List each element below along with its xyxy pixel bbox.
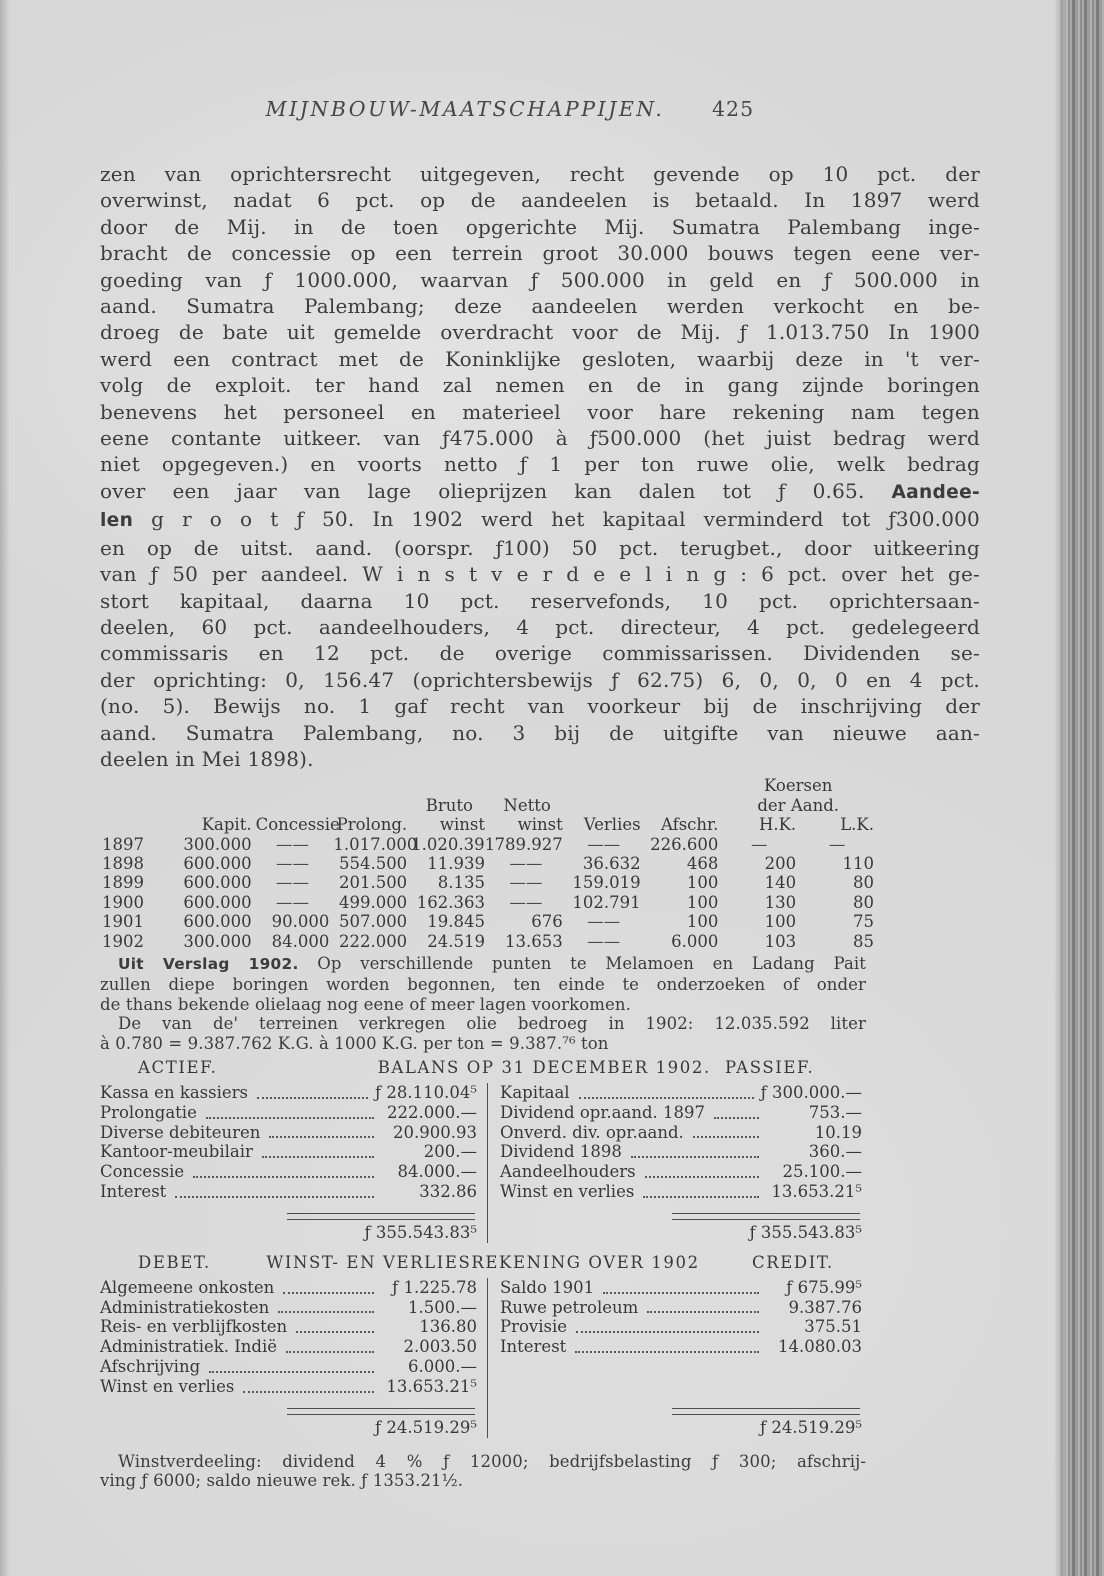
value-cell: 80: [853, 892, 874, 912]
value-cell: —: [751, 834, 768, 854]
row-label: Concessie: [100, 1162, 185, 1182]
row-amount: ƒ 675.99⁵: [786, 1277, 862, 1297]
row-label: Prolongatie: [100, 1102, 197, 1122]
balance-actief-column: [100, 1083, 488, 1243]
statement-row: [500, 1278, 862, 1298]
table-row: [100, 854, 878, 873]
year-cell: 1902: [102, 931, 144, 951]
dotted-leader: [257, 1096, 368, 1099]
table-row: [100, 873, 878, 892]
value-cell: 140: [764, 873, 797, 893]
row-amount: 84.000.—: [397, 1162, 477, 1182]
text-line: [100, 975, 866, 995]
row-amount: 9.387.76: [788, 1297, 862, 1317]
content-column: [100, 0, 980, 1491]
total-rule: [672, 1213, 860, 1220]
row-amount: 25.100.—: [782, 1162, 862, 1182]
statement-row: [100, 1337, 477, 1357]
text-segment: ving ƒ 6000; saldo nieuwe rek. ƒ 1353.21½.: [100, 1471, 464, 1491]
value-cell: ——: [509, 853, 543, 873]
profit-loss-title: WINST- EN VERLIESREKENING OVER 1902: [266, 1252, 700, 1272]
text-line: [100, 1452, 866, 1472]
table-column-header-row: [100, 815, 878, 834]
text-line: [100, 187, 980, 213]
text-line: [100, 1034, 866, 1054]
column-header-cell: Prolong.: [336, 815, 408, 835]
column-header-cell: winst: [517, 815, 563, 835]
page-title: MIJNBOUW-MAATSCHAPPIJEN.: [265, 97, 665, 121]
debet-label: DEBET.: [138, 1252, 211, 1272]
value-cell: 8.135: [437, 873, 485, 893]
year-cell: 1901: [102, 912, 144, 932]
dotted-leader: [603, 1291, 759, 1294]
row-amount: 1.500.—: [408, 1297, 477, 1317]
profit-loss-debet-column: [100, 1278, 488, 1438]
text-segment: De van de' terreinen verkregen olie bedroeg in 1902: 12.035.592 liter: [118, 1014, 866, 1034]
value-cell: 75: [853, 912, 874, 932]
text-segment: stort kapitaal, daarna 10 pct. reservefonds, 10 pct. oprichtersaan-: [100, 588, 980, 613]
row-amount: 14.080.03: [778, 1337, 862, 1357]
text-segment: der oprichting: 0, 156.47 (oprichtersbewijs ƒ 62.75) 6, 0, 0, 0 en 4 pct.: [100, 667, 980, 692]
balance-sheet-header: [100, 1058, 866, 1081]
statement-row: [500, 1317, 862, 1337]
dotted-leader: [693, 1135, 759, 1138]
value-cell: 222.000: [338, 931, 408, 951]
text-line: [100, 161, 980, 187]
row-label: Diverse debiteuren: [100, 1122, 261, 1142]
dotted-leader: [714, 1116, 759, 1119]
value-cell: 13.653: [505, 931, 563, 951]
value-cell: 100: [686, 873, 719, 893]
row-label: Aandeelhouders: [500, 1162, 636, 1182]
dotted-leader: [631, 1155, 759, 1158]
text-segment: deelen in Mei 1898).: [100, 746, 314, 771]
text-line: [100, 319, 980, 345]
debet-total: ƒ 24.519.29⁵: [375, 1417, 477, 1437]
statement-row: [100, 1357, 477, 1377]
empty-header-cell: [178, 796, 256, 815]
dotted-leader: [296, 1330, 374, 1333]
text-line: [100, 1014, 866, 1034]
row-label: Afschrijving: [100, 1356, 201, 1376]
value-cell: ——: [275, 834, 309, 854]
row-amount: 13.653.21⁵: [386, 1376, 477, 1396]
text-line: [100, 720, 980, 746]
total-rule: [287, 1408, 475, 1415]
bold-text-segment: Aandee-: [891, 481, 980, 503]
column-header-cell: winst: [439, 815, 485, 835]
row-label: Interest: [500, 1337, 567, 1357]
value-cell: 100: [764, 912, 797, 932]
value-cell: 200: [764, 853, 797, 873]
netto-header-cell: Netto: [503, 795, 551, 815]
text-line: [100, 425, 980, 451]
text-segment: zen van oprichtersrecht uitgegeven, recht gevende op 10 pct. der: [100, 162, 980, 186]
empty-header-cell: [100, 776, 722, 795]
closing-paragraph: [100, 1452, 866, 1492]
statement-row: [500, 1083, 862, 1103]
statement-row: [500, 1298, 862, 1318]
statement-row: [100, 1162, 477, 1182]
text-segment: de thans bekende olielaag nog eene of meer lagen voorkomen.: [100, 994, 631, 1014]
row-label: Provisie: [500, 1317, 568, 1337]
dotted-leader: [645, 1175, 759, 1178]
value-cell: 162.363: [416, 892, 485, 912]
statement-row: [100, 1103, 477, 1123]
value-cell: 159.019: [572, 873, 641, 893]
passief-total: ƒ 355.543.83⁵: [749, 1222, 862, 1242]
text-segment: (no. 5). Bewijs no. 1 gaf recht van voorkeur bij de inschrijving der: [100, 694, 980, 719]
total-rule: [672, 1408, 860, 1415]
text-line: [100, 588, 980, 614]
value-cell: 499.000: [338, 892, 408, 912]
column-header-cell: L.K.: [840, 815, 874, 835]
bold-text-segment: len: [100, 510, 134, 532]
main-paragraph: [100, 161, 980, 772]
value-cell: 90.000: [271, 912, 330, 932]
dotted-leader: [643, 1195, 759, 1198]
row-amount: 360.—: [808, 1142, 862, 1162]
dotted-leader: [283, 1291, 374, 1294]
value-cell: 600.000: [183, 912, 252, 932]
value-cell: 676: [531, 912, 563, 932]
year-cell: 1899: [102, 873, 144, 893]
row-label: Interest: [100, 1181, 167, 1201]
passief-label: PASSIEF.: [725, 1057, 815, 1077]
value-cell: 201.500: [338, 873, 408, 893]
statement-row: [500, 1103, 862, 1123]
text-segment: bracht de concessie op een terrein groot 30.000 bouws tegen eene ver-: [100, 241, 980, 266]
text-segment: zullen diepe boringen worden begonnen, ten einde te onderzoeken of onder: [100, 974, 866, 994]
row-label: Ruwe petroleum: [500, 1297, 639, 1317]
value-cell: 226.600: [650, 834, 719, 854]
dotted-leader: [193, 1175, 374, 1178]
value-cell: ——: [587, 834, 621, 854]
value-cell: 1.017.000: [333, 834, 418, 854]
actief-label: ACTIEF.: [138, 1057, 218, 1077]
value-cell: 300.000: [183, 834, 252, 854]
column-header-cell: Concessie: [255, 815, 340, 835]
value-cell: 100: [686, 892, 719, 912]
value-cell: 507.000: [338, 912, 408, 932]
text-segment: Op verschillende punten te Melamoen en Ladang Pait: [298, 954, 866, 973]
text-segment: eene contante uitkeer. van ƒ475.000 à ƒ500.000 (het juist bedrag werd: [100, 426, 980, 451]
table-header-row: [100, 796, 878, 815]
text-segment: over een jaar van lage olieprijzen kan dalen tot ƒ 0.65.: [100, 478, 892, 503]
text-segment: benevens het personeel en materieel voor hare rekening nam tegen: [100, 399, 980, 424]
value-cell: 110: [842, 853, 874, 873]
text-line: [100, 506, 980, 534]
profit-loss-section: [100, 1253, 866, 1438]
value-cell: ——: [275, 873, 309, 893]
text-segment: Winstverdeeling: dividend 4 % ƒ 12000; bedrijfsbelasting ƒ 300; afschrij-: [118, 1451, 866, 1471]
text-line: [100, 372, 980, 398]
verslag-paragraph: [100, 954, 866, 1054]
row-amount: 2.003.50: [403, 1337, 477, 1357]
value-cell: ——: [587, 931, 621, 951]
statement-row: [500, 1162, 862, 1182]
empty-header-cell: [333, 796, 411, 815]
page-binding-edge: [1054, 0, 1104, 1576]
text-segment: en op de uitst. aand. (oorspr. ƒ100) 50 pct. terugbet., door uitkeering: [100, 535, 980, 560]
table-row: [100, 912, 878, 931]
text-line: [100, 667, 980, 693]
empty-header-cell: [100, 796, 178, 815]
credit-total: ƒ 24.519.29⁵: [760, 1417, 862, 1437]
row-amount: 136.80: [419, 1317, 477, 1337]
row-label: Onverd. div. opr.aand.: [500, 1122, 684, 1142]
row-amount: 375.51: [804, 1317, 862, 1337]
statement-row: [100, 1317, 477, 1337]
year-cell: 1900: [102, 892, 144, 912]
text-segment: werd een contract met de Koninklijke gesloten, waarbij deze in 't ver-: [100, 346, 980, 371]
text-segment: door de Mij. in de toen opgerichte Mij. Sumatra Palembang inge-: [100, 214, 980, 239]
value-cell: ——: [275, 892, 309, 912]
text-segment: à 0.780 = 9.387.762 K.G. à 1000 K.G. per ton = 9.387.⁷⁶ ton: [100, 1034, 609, 1054]
total-rule: [287, 1213, 475, 1220]
empty-header-cell: [256, 796, 334, 815]
value-cell: 102.791: [572, 892, 641, 912]
value-cell: ——: [509, 873, 543, 893]
koersen-header-cell: Koersen: [764, 776, 833, 796]
table-body: [100, 835, 878, 951]
row-amount: ƒ 300.000.—: [760, 1082, 862, 1102]
dotted-leader: [269, 1135, 374, 1138]
row-label: Administratiek. Indië: [100, 1337, 278, 1357]
value-cell: ——: [509, 892, 543, 912]
text-line: [100, 746, 980, 772]
text-line: [100, 214, 980, 240]
row-label: Kapitaal: [500, 1082, 570, 1102]
dotted-leader: [647, 1310, 759, 1313]
row-amount: 222.000.—: [387, 1102, 477, 1122]
text-segment: aand. Sumatra Palembang, no. 3 bij de uitgifte van nieuwe aan-: [100, 720, 980, 745]
value-cell: —: [828, 834, 846, 854]
balance-passief-column: [488, 1083, 866, 1243]
column-header-cell: Verlies: [583, 815, 641, 835]
row-label: Administratiekosten: [100, 1297, 270, 1317]
text-segment: overwinst, nadat 6 pct. op de aandeelen is betaald. In 1897 werd: [100, 188, 980, 213]
value-cell: 1.020.391: [411, 834, 496, 854]
value-cell: 130: [764, 892, 797, 912]
value-cell: 80: [853, 873, 874, 893]
column-header-cell: H.K.: [758, 815, 797, 835]
text-line: [100, 1471, 866, 1491]
value-cell: 24.519: [427, 931, 485, 951]
text-line: [100, 995, 866, 1015]
text-line: [100, 535, 980, 561]
row-label: Winst en verlies: [500, 1181, 635, 1201]
balance-sheet-section: [100, 1058, 866, 1243]
text-line: [100, 267, 980, 293]
row-label: Winst en verlies: [100, 1376, 235, 1396]
statement-row: [100, 1142, 477, 1162]
dotted-leader: [209, 1370, 374, 1373]
row-label: Algemeene onkosten: [100, 1277, 275, 1297]
dotted-leader: [175, 1195, 374, 1198]
column-header-cell: [100, 815, 178, 834]
dotted-leader: [579, 1096, 754, 1099]
dotted-leader: [286, 1350, 374, 1353]
table-header: [100, 776, 878, 834]
row-amount: 13.653.21⁵: [771, 1181, 862, 1201]
running-header: [100, 97, 980, 125]
row-amount: ƒ 1.225.78: [392, 1277, 477, 1297]
column-header-cell: Kapit.: [201, 815, 252, 835]
row-label: Saldo 1901: [500, 1277, 595, 1297]
empty-header-cell: [567, 796, 645, 815]
row-amount: 332.86: [419, 1181, 477, 1201]
value-cell: 11.939: [427, 853, 485, 873]
text-segment: droeg de bate uit gemelde overdracht voor de Mij. ƒ 1.013.750 In 1900: [100, 320, 980, 345]
text-line: [100, 293, 980, 319]
value-cell: 103: [764, 931, 797, 951]
table-header-row: [100, 776, 878, 795]
actief-total: ƒ 355.543.83⁵: [364, 1222, 477, 1242]
profit-loss-header: [100, 1253, 866, 1276]
text-line: [100, 451, 980, 477]
value-cell: 468: [686, 853, 719, 873]
text-line: [100, 640, 980, 666]
column-spacer: [500, 1357, 862, 1397]
page-number: 425: [712, 97, 755, 121]
value-cell: 6.000: [671, 931, 719, 951]
text-segment: deelen, 60 pct. aandeelhouders, 4 pct. directeur, 4 pct. gedelegeerd: [100, 614, 980, 639]
text-segment: aand. Sumatra Palembang; deze aandeelen werden verkocht en be-: [100, 294, 980, 319]
der-aand-header-cell: der Aand.: [757, 795, 840, 815]
profit-loss-credit-column: [488, 1278, 866, 1438]
text-segment: van ƒ 50 per aandeel. W i n s t v e r d e e l i n g : 6 pct. over het ge-: [100, 562, 980, 587]
table-row: [100, 893, 878, 912]
text-line: [100, 614, 980, 640]
dotted-leader: [278, 1310, 374, 1313]
text-segment: volg de exploit. ter hand zal nemen en de in gang zijnde boringen: [100, 373, 980, 398]
text-segment: goeding van ƒ 1000.000, waarvan ƒ 500.000 in geld en ƒ 500.000 in: [100, 267, 980, 292]
statement-row: [100, 1182, 477, 1202]
value-cell: 36.632: [582, 853, 641, 873]
text-segment: niet opgegeven.) en voorts netto ƒ 1 per ton ruwe olie, welk bedrag: [100, 452, 980, 477]
value-cell: 19.845: [427, 912, 485, 932]
row-label: Kassa en kassiers: [100, 1082, 248, 1102]
value-cell: ——: [587, 912, 621, 932]
bruto-header-cell: Bruto: [425, 795, 473, 815]
row-label: Reis- en verblijfkosten: [100, 1317, 288, 1337]
value-cell: 85: [853, 931, 874, 951]
statement-row: [100, 1377, 477, 1397]
row-amount: 6.000.—: [408, 1356, 477, 1376]
value-cell: 600.000: [183, 892, 252, 912]
statement-row: [100, 1083, 477, 1103]
page-left-edge-shadow: [0, 0, 10, 1576]
dotted-leader: [575, 1350, 759, 1353]
value-cell: 789.927: [494, 834, 563, 854]
table-row: [100, 835, 878, 854]
statement-row: [500, 1142, 862, 1162]
value-cell: 600.000: [183, 853, 252, 873]
text-line: [100, 399, 980, 425]
year-cell: 1897: [102, 834, 144, 854]
credit-label: CREDIT.: [752, 1252, 834, 1272]
statement-row: [500, 1182, 862, 1202]
row-amount: 753.—: [808, 1102, 862, 1122]
text-line: [100, 478, 980, 506]
value-cell: ——: [275, 853, 309, 873]
row-label: Dividend opr.aand. 1897: [500, 1102, 706, 1122]
year-cell: 1898: [102, 853, 144, 873]
balance-sheet-title: BALANS OP 31 DECEMBER 1902.: [377, 1057, 711, 1077]
bold-text-segment: Uit Verslag 1902.: [118, 955, 299, 973]
row-amount: 10.19: [814, 1122, 862, 1142]
value-cell: 300.000: [183, 931, 252, 951]
dotted-leader: [206, 1116, 374, 1119]
text-line: [100, 346, 980, 372]
text-segment: g r o o t ƒ 50. In 1902 werd het kapitaal verminderd tot ƒ300.000: [133, 507, 980, 532]
column-header-cell: Afschr.: [660, 815, 719, 835]
text-line: [100, 954, 866, 975]
empty-header-cell: [645, 796, 723, 815]
value-cell: 600.000: [183, 873, 252, 893]
dotted-leader: [576, 1330, 759, 1333]
statement-row: [100, 1298, 477, 1318]
row-label: Dividend 1898: [500, 1142, 622, 1162]
text-line: [100, 693, 980, 719]
value-cell: 554.500: [338, 853, 408, 873]
value-cell: 84.000: [271, 931, 330, 951]
text-segment: commissaris en 12 pct. de overige commissarissen. Dividenden se-: [100, 641, 980, 666]
row-amount: ƒ 28.110.04⁵: [375, 1082, 477, 1102]
text-line: [100, 240, 980, 266]
statement-row: [500, 1337, 862, 1357]
row-amount: 20.900.93: [393, 1122, 477, 1142]
value-cell: 100: [686, 912, 719, 932]
row-label: Kantoor-meubilair: [100, 1142, 253, 1162]
table-row: [100, 932, 878, 951]
dotted-leader: [243, 1390, 374, 1393]
dotted-leader: [262, 1155, 374, 1158]
text-line: [100, 561, 980, 587]
statement-row: [100, 1278, 477, 1298]
statement-row: [500, 1123, 862, 1143]
financial-history-table: [100, 776, 878, 951]
row-amount: 200.—: [423, 1142, 477, 1162]
statement-row: [100, 1123, 477, 1143]
